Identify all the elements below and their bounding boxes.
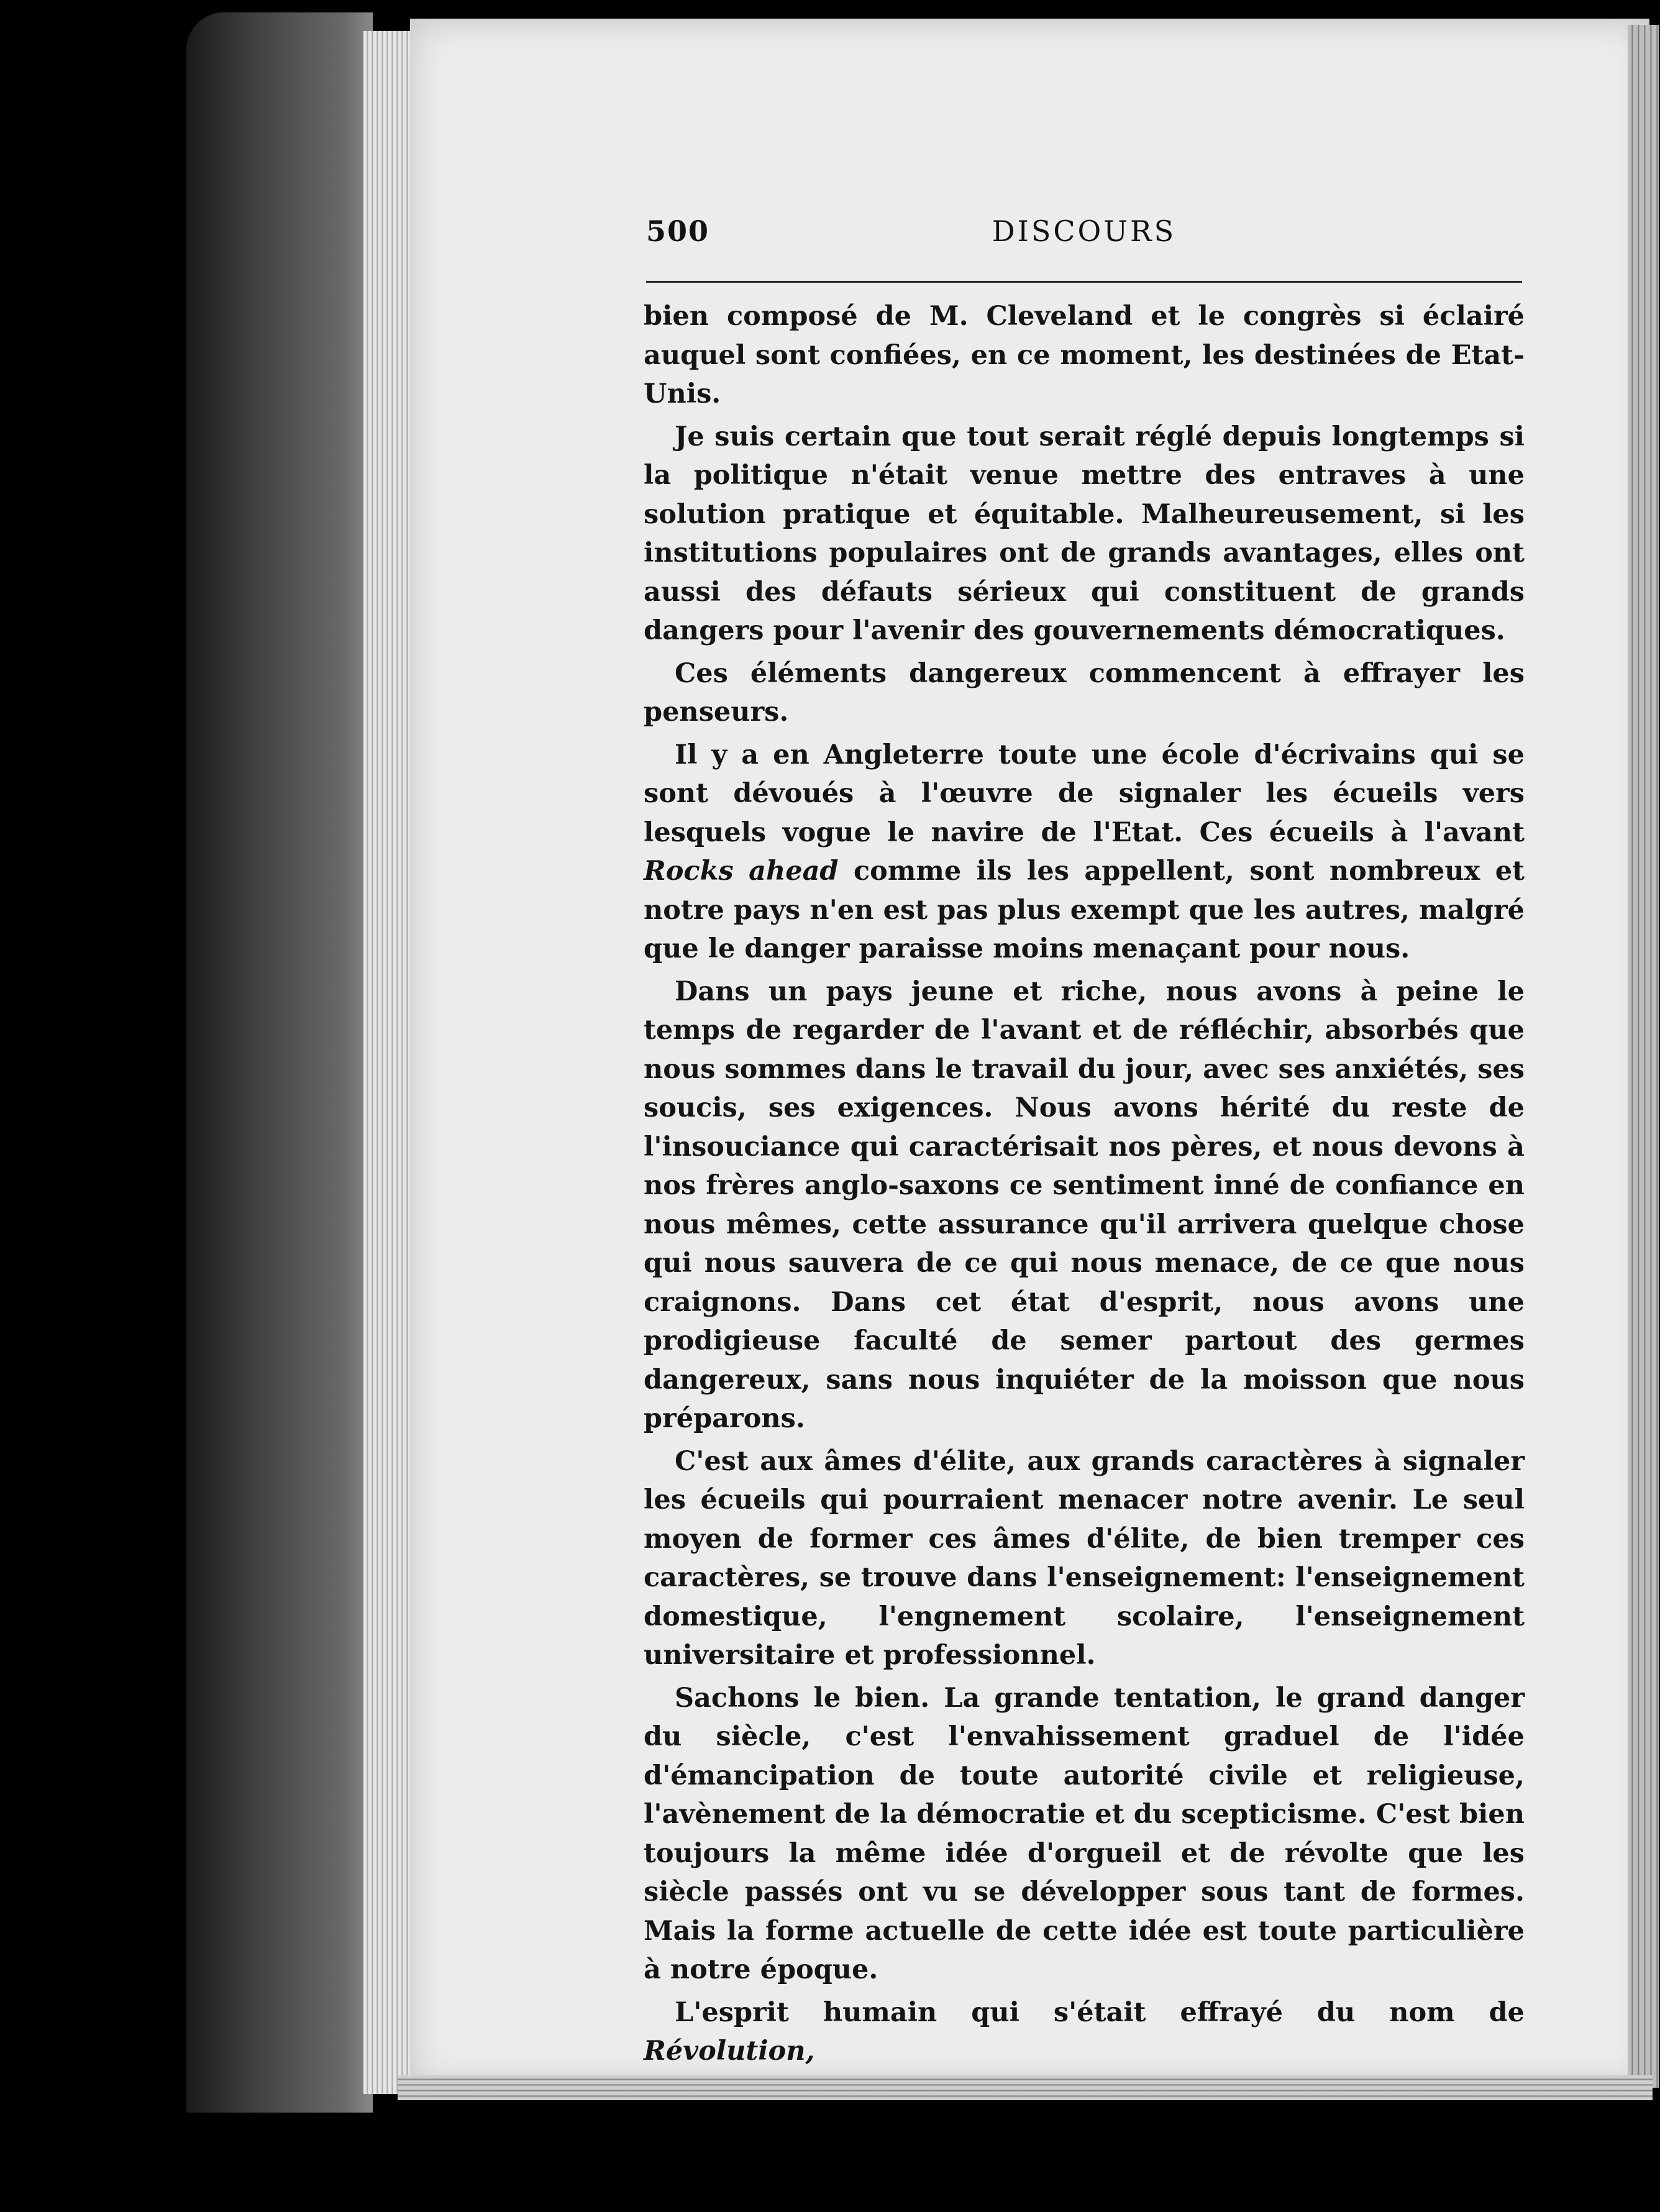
paragraph-4-text-a: Il y a en Angleterre toute une école d'écrivains qui se sont dévoués à l'œuvre de signaler les écueils vers lesquels vogue le navire de l'Etat. Ces écueils à l'avant	[644, 739, 1525, 848]
book-binding	[186, 12, 373, 2113]
paragraph-8-text: L'esprit humain qui s'était effrayé du nom de	[675, 1996, 1525, 2028]
page-edges-bottom	[398, 2075, 1653, 2100]
paragraph-2: Je suis certain que tout serait réglé depuis longtemps si la politique n'était venue mettre des entraves à une solution pratique et équitable. Malheureusement, si les institutions populaires ont de grands avantages, elles ont aussi des défauts sérieux qui constituent de grands dangers pour l'avenir des gouvernements démocratiques.	[644, 421, 1525, 646]
paragraph-1: bien composé de M. Cleveland et le congrès si éclairé auquel sont confiées, en ce moment, les destinées de Etat-Unis.	[644, 301, 1525, 409]
running-title: DISCOURS	[992, 214, 1177, 248]
paragraph-5: Dans un pays jeune et riche, nous avons à peine le temps de regarder de l'avant et de réfléchir, absorbés que nous sommes dans le travail du jour, avec ses anxiétés, ses soucis, ses exigences. Nous avons hérité du reste de l'insouciance qui caractérisait nos pères, et nous devons à nos frères anglo-saxons ce sentiment inné de confiance en nous mêmes, cette assurance qu'il arrivera quelque chose qui nous sauvera de ce qui nous menace, de ce que nous craignons. Dans cet état d'esprit, nous avons une prodigieuse faculté de semer partout des germes dangereux, sans nous inquiéter de la moisson que nous préparons.	[644, 976, 1525, 1434]
paragraph-6: C'est aux âmes d'élite, aux grands caractères à signaler les écueils qui pourraient menacer notre avenir. Le seul moyen de former ces âmes d'élite, de bien tremper ces caractères, se trouve dans l'enseignement: l'enseignement domestique, l'engnement scolaire, l'enseignement universitaire et professionnel.	[644, 1445, 1525, 1671]
page-edges-right	[1628, 25, 1659, 2088]
text-body	[644, 297, 1525, 2075]
paragraph-4	[644, 736, 1525, 969]
page-number: 500	[646, 214, 710, 248]
paragraph-8	[644, 1993, 1525, 2071]
paragraph-7: Sachons le bien. La grande tentation, le grand danger du siècle, c'est l'envahissement graduel de l'idée d'émancipation de toute autorité civile et religieuse, l'avènement de la démocratie et du scepticisme. C'est bien toujours la même idée d'orgueil et de révolte que les siècle passés ont vu se développer sous tant de formes. Mais la forme actuelle de cette idée est toute particulière à notre époque.	[644, 1682, 1525, 1985]
header-rule	[646, 281, 1522, 283]
paragraph-8-italic: Révolution,	[644, 2036, 815, 2067]
running-head	[646, 214, 1522, 258]
paragraph-4-italic: Rocks ahead	[644, 856, 839, 887]
paragraph-3: Ces éléments dangereux commencent à effrayer les penseurs.	[644, 657, 1525, 728]
paragraph-4-text-b: comme ils les appellent, sont nombreux et notre pays n'en est pas plus exempt que les autres, malgré que le danger paraisse moins menaçant pour nous.	[644, 856, 1525, 964]
